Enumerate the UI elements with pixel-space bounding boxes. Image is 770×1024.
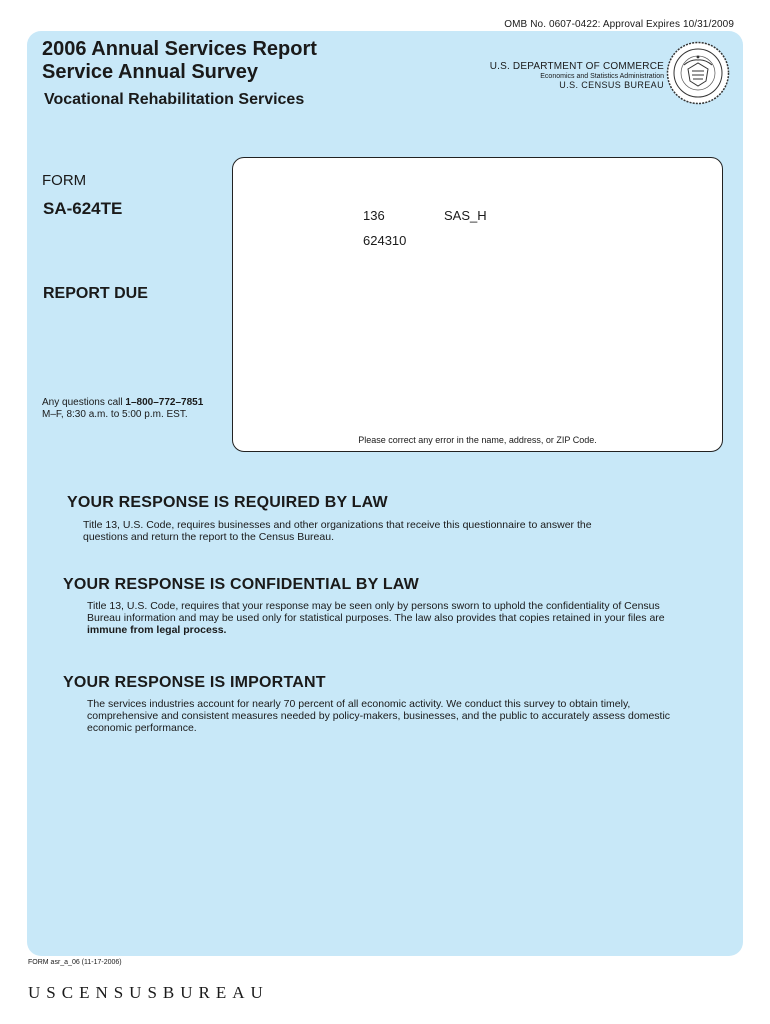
address-field-id: 136 xyxy=(363,208,385,223)
address-correction-note: Please correct any error in the name, address, or ZIP Code. xyxy=(358,435,597,445)
contact-phone[interactable]: 1–800–772–7851 xyxy=(125,397,204,408)
confidential-text xyxy=(87,600,665,636)
contact-prefix: Any questions call xyxy=(42,397,126,408)
important-line: The services industries account for nearly 70 percent of all economic activity. We conduct this survey to obtain timely, xyxy=(87,698,631,710)
required-text xyxy=(83,519,592,543)
bureau-name: U.S. CENSUS BUREAU xyxy=(559,80,664,90)
contact-info xyxy=(42,397,203,421)
required-line: Title 13, U.S. Code, requires businesses and other organizations that receive this questionnaire to answer the xyxy=(83,519,592,531)
required-heading: YOUR RESPONSE IS REQUIRED BY LAW xyxy=(67,494,388,511)
contact-hours: M–F, 8:30 a.m. to 5:00 p.m. EST. xyxy=(42,409,188,420)
important-text xyxy=(87,698,670,734)
important-line: comprehensive and consistent measures needed by policy-makers, businesses, and the public to accurately assess domestic xyxy=(87,710,671,722)
confidential-heading: YOUR RESPONSE IS CONFIDENTIAL BY LAW xyxy=(63,576,419,593)
survey-title: Service Annual Survey xyxy=(42,61,259,83)
administration-name: Economics and Statistics Administration xyxy=(540,73,664,80)
address-field-naics: 624310 xyxy=(363,233,407,248)
form-number: SA-624TE xyxy=(43,199,123,218)
commerce-seal-icon xyxy=(666,41,730,105)
agency-block xyxy=(490,61,664,90)
department-name: U.S. DEPARTMENT OF COMMERCE xyxy=(489,61,664,72)
omb-approval-text: OMB No. 0607-0422: Approval Expires 10/31/2009 xyxy=(504,19,734,30)
address-field-code: SAS_H xyxy=(444,208,487,223)
report-title: 2006 Annual Services Report xyxy=(42,38,317,60)
report-due-label: REPORT DUE xyxy=(43,285,148,302)
industry-subtitle: Vocational Rehabilitation Services xyxy=(44,91,305,108)
confidential-line: Bureau information and may be used only for statistical purposes. The law also provides that copies retained in your files are xyxy=(87,612,665,624)
confidential-line-bold: immune from legal process. xyxy=(87,624,227,636)
confidential-line: Title 13, U.S. Code, requires that your response may be seen only by persons sworn to uphold the confidentiality of Census xyxy=(87,600,660,612)
required-line: questions and return the report to the Census Bureau. xyxy=(83,531,334,543)
mailing-address-box xyxy=(232,157,723,452)
census-bureau-wordmark: USCENSUSBUREAU xyxy=(28,983,269,1002)
important-line: economic performance. xyxy=(87,722,197,734)
important-heading: YOUR RESPONSE IS IMPORTANT xyxy=(63,674,326,691)
form-code: FORM asr_a_06 (11-17-2006) xyxy=(28,959,122,966)
form-label: FORM xyxy=(42,172,87,189)
